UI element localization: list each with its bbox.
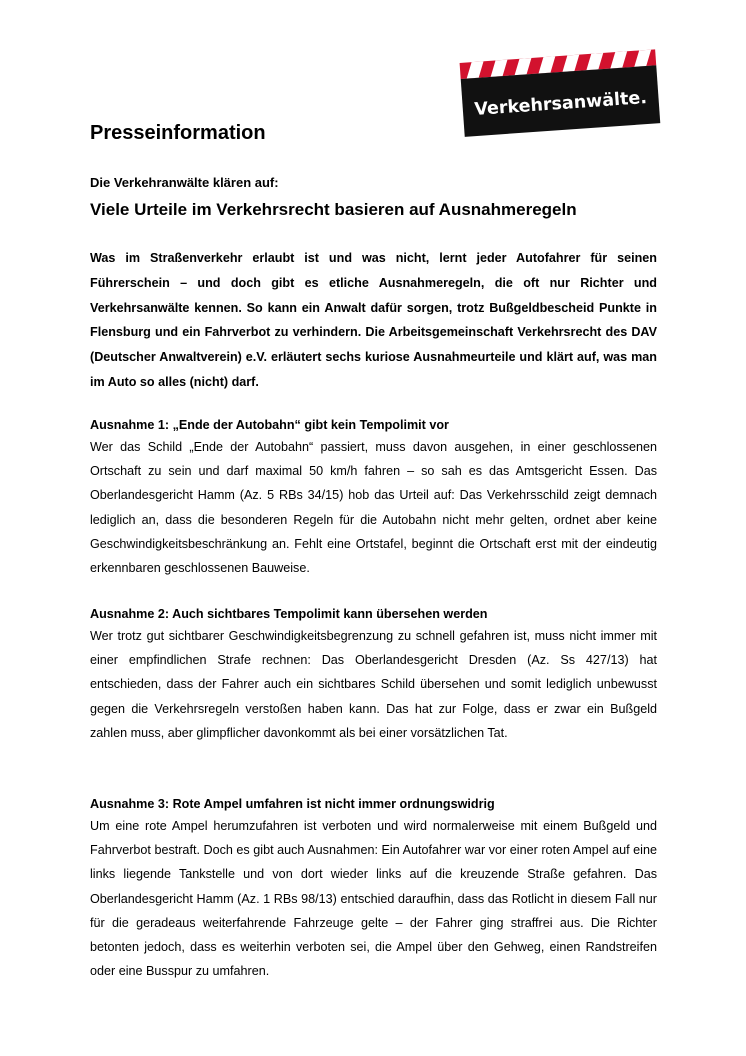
page-title: Presseinformation: [90, 122, 266, 144]
section-body: Um eine rote Ampel herumzufahren ist verboten und wird normalerweise mit einem Bußgeld und Fahrverbot bestraft. Doch es gibt auch Ausnahmen: Ein Autofahrer war vor einer roten Ampel auf eine links liegende Tankstelle und von dort wieder links auf die kreuzende Straße gefahren. Das Oberlandesgericht Hamm (Az. 1 RBs 98/13) entschied daraufhin, dass das Rotlicht in diesem Fall nur für die geradeaus weiterfahrende Fahrzeuge gelte – der Fahrer ging straffrei aus. Die Richter betonten jedoch, dass es weiterhin verboten sei, die Ampel über den Gehweg, einen Randstreifen oder eine Busspur zu umfahren.: [90, 819, 657, 979]
lead-paragraph: Was im Straßenverkehr erlaubt ist und was nicht, lernt jeder Autofahrer für seinen Führerschein – und doch gibt es etliche Ausnahmeregeln, die oft nur Richter und Verkehrsanwälte kennen. So kann ein Anwalt dafür sorgen, trotz Bußgeldbescheid Punkte in Flensburg und ein Fahrverbot zu verhindern. Die Arbeitsgemeinschaft Verkehrsrecht des DAV (Deutscher Anwaltverein) e.V. erläutert sechs kuriose Ausnahmeurteile und klärt auf, was man im Auto so alles (nicht) darf.: [90, 251, 657, 389]
kicker: Die Verkehranwälte klären auf:: [90, 175, 279, 190]
section-heading: Ausnahme 2: Auch sichtbares Tempolimit kann übersehen werden: [90, 607, 488, 621]
logo-text: Verkehrsanwälte.: [473, 88, 648, 121]
section-exception-1: [90, 415, 657, 580]
headline: Viele Urteile im Verkehrsrecht basieren auf Ausnahmeregeln: [90, 200, 577, 219]
section-heading: Ausnahme 1: „Ende der Autobahn“ gibt kein Tempolimit vor: [90, 418, 449, 432]
section-exception-3: [90, 794, 657, 983]
section-exception-2: [90, 604, 657, 745]
verkehrsanwaelte-logo: [456, 46, 666, 142]
section-heading: Ausnahme 3: Rote Ampel umfahren ist nicht immer ordnungswidrig: [90, 797, 495, 811]
section-body: Wer das Schild „Ende der Autobahn“ passiert, muss davon ausgehen, in einer geschlossenen Ortschaft zu sein und darf maximal 50 km/h fahren – so sah es das Amtsgericht Essen. Das Oberlandesgericht Hamm (Az. 5 RBs 34/15) hob das Urteil auf: Das Verkehrsschild zeigt demnach lediglich an, dass die besonderen Regeln für die Autobahn nicht mehr gelten, ordnet aber keine Geschwindigkeitsbeschränkung an. Fehlt eine Ortstafel, beginnt die Ortschaft erst mit der eindeutig erkennbaren geschlossenen Bauweise.: [90, 440, 657, 576]
section-body: Wer trotz gut sichtbarer Geschwindigkeitsbegrenzung zu schnell gefahren ist, muss nicht immer mit einer empfindlichen Strafe rechnen: Das Oberlandesgericht Dresden (Az. Ss 427/13) hat entschieden, dass der Fahrer auch ein sichtbares Schild übersehen und somit lediglich unbewusst gegen die Verkehrsregeln verstoßen haben kann. Das hat zur Folge, dass er zwar ein Bußgeld zahlen muss, aber glimpflicher davonkommt als bei einer vorsätzlichen Tat.: [90, 629, 657, 740]
